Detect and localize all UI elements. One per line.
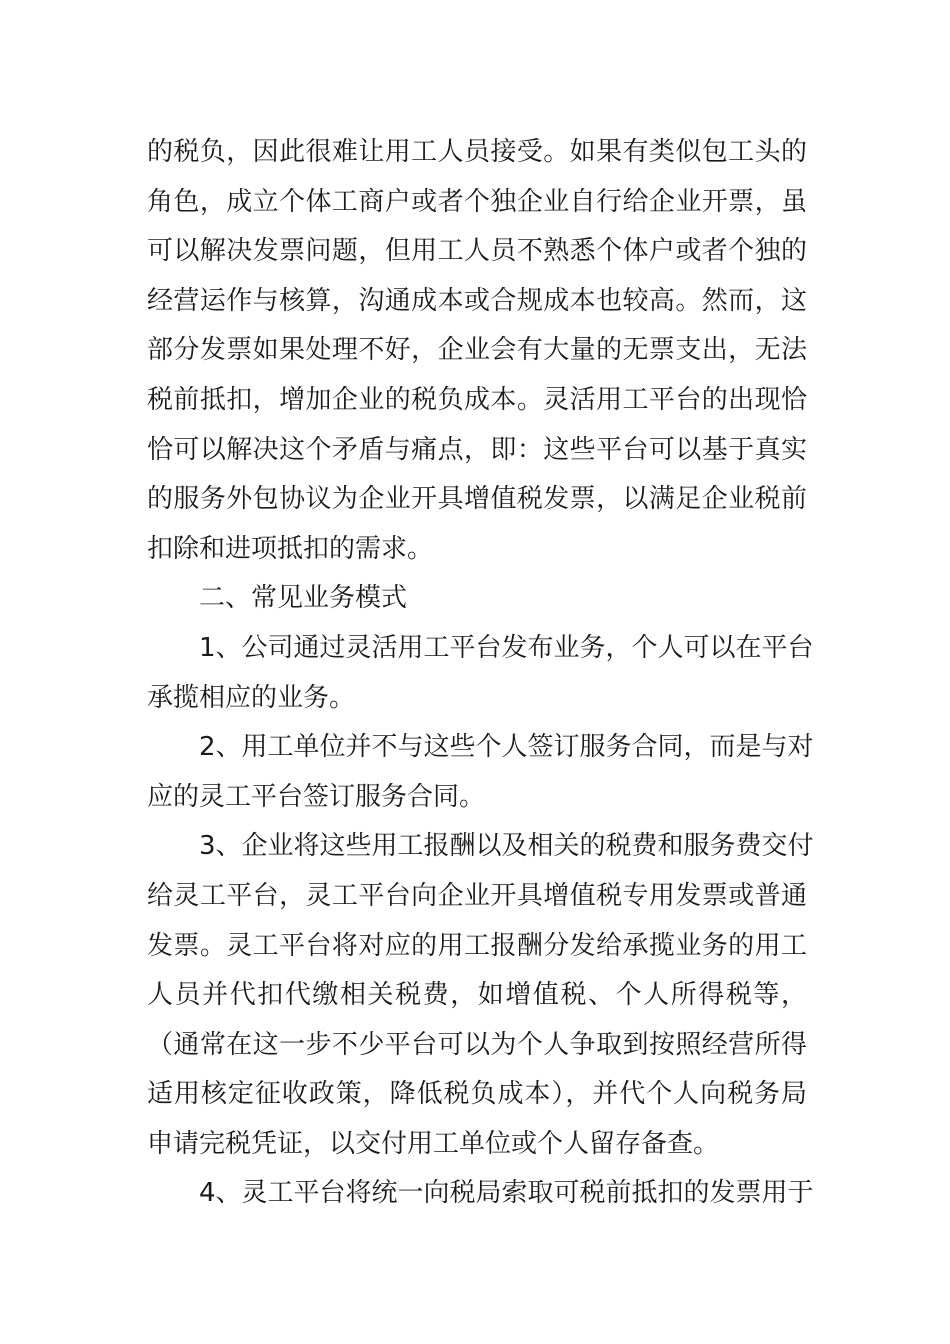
paragraph-line: 恰可以解决这个矛盾与痛点，即：这些平台可以基于真实 bbox=[147, 434, 807, 465]
list-item-line: 2、用工单位并不与这些个人签订服务合同，而是与对 bbox=[199, 732, 814, 763]
document-body bbox=[147, 128, 814, 1219]
paragraph-line: 税前抵扣，增加企业的税负成本。灵活用工平台的出现恰 bbox=[147, 384, 807, 415]
paragraph-line: 经营运作与核算，沟通成本或合规成本也较高。然而，这 bbox=[147, 285, 807, 316]
paragraph-line: 扣除和进项抵扣的需求。 bbox=[147, 533, 434, 564]
list-item-line: 应的灵工平台签订服务合同。 bbox=[147, 781, 486, 812]
list-item-line: （通常在这一步不少平台可以为个人争取到按照经营所得 bbox=[147, 1029, 807, 1060]
list-item-line: 承揽相应的业务。 bbox=[147, 682, 356, 713]
list-item-line: 适用核定征收政策，降低税负成本），并代个人向税务局 bbox=[147, 1079, 807, 1110]
list-item-line: 给灵工平台，灵工平台向企业开具增值税专用发票或普通 bbox=[147, 880, 807, 911]
list-item-line: 发票。灵工平台将对应的用工报酬分发给承揽业务的用工 bbox=[147, 930, 807, 961]
paragraph-line: 的税负，因此很难让用工人员接受。如果有类似包工头的 bbox=[147, 137, 807, 167]
list-item-line: 申请完税凭证，以交付用工单位或个人留存备查。 bbox=[147, 1128, 720, 1159]
section-heading: 二、常见业务模式 bbox=[199, 583, 408, 614]
paragraph-line: 角色，成立个体工商户或者个独企业自行给企业开票，虽 bbox=[147, 186, 807, 217]
list-item-line: 1、公司通过灵活用工平台发布业务，个人可以在平台 bbox=[199, 632, 814, 663]
paragraph-line: 部分发票如果处理不好，企业会有大量的无票支出，无法 bbox=[147, 335, 807, 366]
paragraph-line: 可以解决发票问题，但用工人员不熟悉个体户或者个独的 bbox=[147, 236, 807, 267]
list-item-line: 3、企业将这些用工报酬以及相关的税费和服务费交付 bbox=[199, 831, 814, 862]
list-item-line: 人员并代扣代缴相关税费，如增值税、个人所得税等， bbox=[147, 980, 807, 1011]
paragraph-line: 的服务外包协议为企业开具增值税发票，以满足企业税前 bbox=[147, 484, 807, 515]
list-item-line: 4、灵工平台将统一向税局索取可税前抵扣的发票用于 bbox=[199, 1178, 814, 1209]
